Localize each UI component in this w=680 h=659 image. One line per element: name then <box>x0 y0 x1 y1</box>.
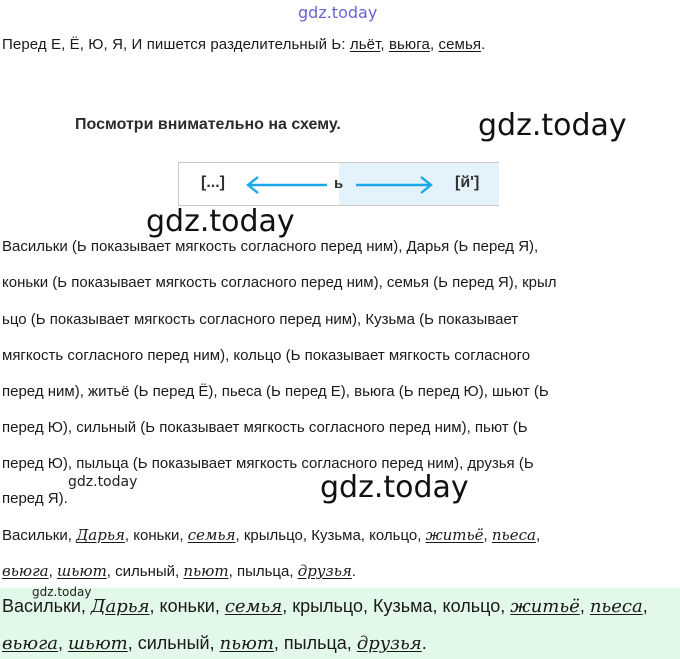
word: , <box>535 527 541 544</box>
word: , сильный, <box>106 563 184 580</box>
watermark-large: gdz.today <box>320 470 469 505</box>
answer-word-highlight: житьё <box>510 596 580 617</box>
watermark-large: gdz.today <box>146 204 295 239</box>
answer-word-highlight: пьеса <box>589 596 643 617</box>
explanation-line: мягкость согласного перед ним), кольцо (Ь показывает мягкость согласного <box>2 347 531 364</box>
explanation-line: перед ним), житьё (Ь перед Ё), пьеса (Ь перед Е), вьюга (Ь перед Ю), шьют (Ь <box>2 383 549 400</box>
explanation-line: ьцо (Ь показывает мягкость согласного перед ним), Кузьма (Ь показывает <box>2 311 519 328</box>
answer-word-highlight: Дарья <box>90 596 150 617</box>
explanation-line: перед Я). <box>2 490 68 507</box>
answer-word: . <box>421 633 427 653</box>
watermark-large: gdz.today <box>478 108 627 143</box>
arrow-left-icon <box>245 175 329 195</box>
arrow-right-icon <box>355 175 435 195</box>
word-highlight: шьют <box>56 562 107 580</box>
word-highlight: друзья <box>297 562 352 580</box>
word-highlight: Дарья <box>76 526 125 544</box>
word-highlight: пьют <box>183 562 229 580</box>
rule-example-3: семья <box>438 36 482 53</box>
word: , пыльца, <box>228 563 298 580</box>
rule-end: . <box>481 36 486 53</box>
answer-word: , пыльца, <box>273 633 357 653</box>
word: , коньки, <box>124 527 188 544</box>
answer-word: , <box>579 596 590 616</box>
word-highlight: семья <box>187 526 236 544</box>
answer-word-highlight: вьюга <box>2 633 58 654</box>
word-highlight: вьюга <box>2 562 49 580</box>
word: . <box>351 563 356 580</box>
task-heading: Посмотри внимательно на схему. <box>75 116 341 133</box>
word-highlight: житьё <box>425 526 484 544</box>
answer-word: , <box>642 596 648 616</box>
answer-line-1 <box>2 596 648 617</box>
word: , крыльцо, Кузьма, кольцо, <box>235 527 426 544</box>
rule-sep: , <box>380 36 389 53</box>
answer-word-highlight: семья <box>224 596 283 617</box>
rule-sep: , <box>429 36 439 53</box>
answer-word-highlight: друзья <box>356 633 422 654</box>
word-highlight: пьеса <box>491 526 536 544</box>
rule-example-2: вьюга <box>388 36 430 53</box>
explanation-line: перед Ю), пыльца (Ь показывает мягкость согласного перед ним), друзья (Ь <box>2 455 534 472</box>
watermark-small: gdz.today <box>68 474 138 490</box>
answer-word-highlight: шьют <box>67 633 128 654</box>
scheme-right-label: [й'] <box>455 174 480 191</box>
scheme-box <box>178 162 499 206</box>
answer-word: , крыльцо, Кузьма, кольцо, <box>282 596 511 616</box>
answer-word: , сильный, <box>127 633 220 653</box>
answer-word: , коньки, <box>149 596 225 616</box>
explanation-line: перед Ю), сильный (Ь показывает мягкость согласного перед ним), пьют (Ь <box>2 419 528 436</box>
scheme-soft-sign: ь <box>334 175 344 192</box>
answer-word-highlight: пьют <box>219 633 274 654</box>
rule-main: Перед Е, Ё, Ю, Я, И пишется разделительный Ь: <box>2 36 350 53</box>
rule-text <box>2 36 485 53</box>
watermark-small: gdz.today <box>32 585 92 599</box>
word: , <box>48 563 57 580</box>
watermark-top: gdz.today <box>298 3 378 22</box>
explanation-line: Васильки (Ь показывает мягкость согласного перед ним), Дарья (Ь перед Я), <box>2 238 539 255</box>
word-list-line-1 <box>2 526 540 544</box>
word: Васильки, <box>2 527 77 544</box>
explanation-line: коньки (Ь показывает мягкость согласного перед ним), семья (Ь перед Я), крыл <box>2 274 557 291</box>
answer-word: , <box>57 633 68 653</box>
answer-line-2 <box>2 633 427 654</box>
word: , <box>483 527 492 544</box>
rule-example-1: льёт <box>349 36 381 53</box>
word-list-line-2 <box>2 562 356 580</box>
answer-word: Васильки, <box>2 596 91 616</box>
scheme-left-label: [...] <box>201 174 225 191</box>
